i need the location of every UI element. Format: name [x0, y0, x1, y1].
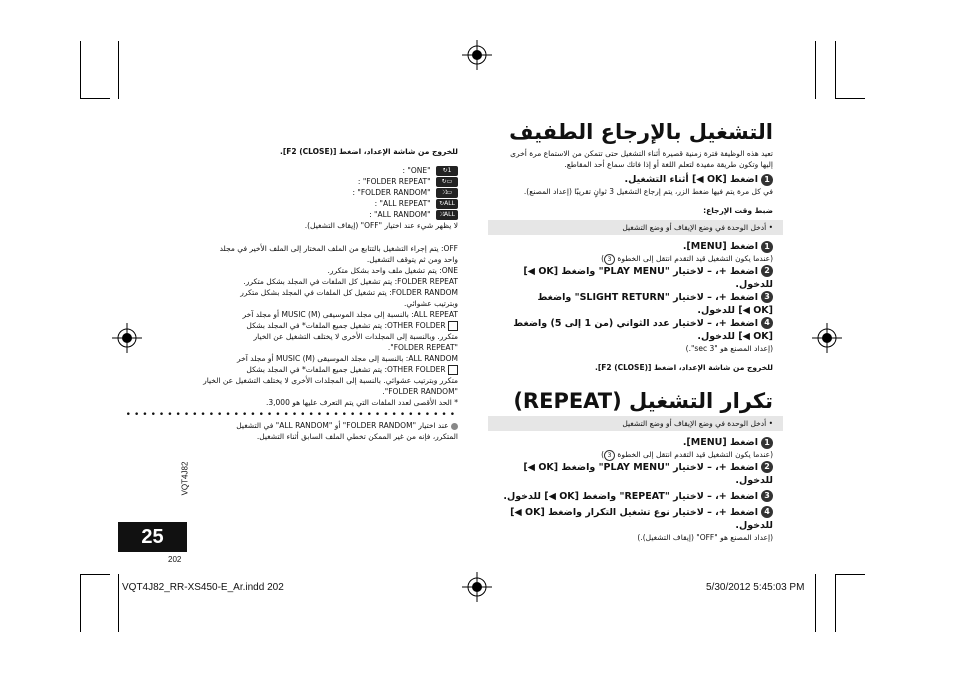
right-column [488, 120, 773, 144]
repeat-step-type-cont: للدخول. [735, 519, 773, 531]
step-number-icon: 4 [761, 506, 773, 518]
crop-mark [118, 41, 119, 99]
desc-off-cont: واحد ومن ثم يتوقف التشغيل. [366, 255, 458, 264]
repeat-step-menu: 1اضغط [MENU]. [488, 436, 773, 449]
step-1-note: في كل مرة يتم فيها ضغط الزر، يتم إرجاع التشغيل 3 ثوانٍ تقريبًا (إعداد المصنع). [523, 187, 773, 196]
crop-mark [835, 41, 836, 99]
folder-icon [448, 321, 458, 331]
step-slight-return-cont: [OK ◀] للدخول. [697, 304, 773, 316]
all-repeat-icon: ALL↻ [436, 199, 458, 209]
repeat-step-repeat: 3اضغط +، – لاختيار "REPEAT" واضغط [OK ◀] للدخول. [488, 490, 773, 503]
step-number-icon: 2 [761, 461, 773, 473]
page-number: 25 [118, 522, 187, 552]
setting-heading: ضبط وقت الإرجاع: [703, 206, 773, 215]
step-number-icon: 1 [761, 174, 773, 186]
crop-mark [815, 41, 816, 99]
intro-line: إليها وتكون طريقة مفيدة لتعلم اللغة أو إذا فاتك سماع أحد المقاطع. [564, 160, 773, 169]
desc-all-repeat: ALL REPEAT: بالنسبة إلى مجلد الموسيقى (M) MUSIC أو مجلد آخر [242, 310, 458, 319]
off-note: لا يظهر شيء عند اختيار "OFF" (إيقاف التشغيل). [304, 221, 458, 230]
step-play-menu: 2اضغط +، – لاختيار "PLAY MENU" واضغط [OK ◀] [488, 265, 773, 278]
desc-all-repeat-4: "FOLDER REPEAT". [387, 343, 458, 352]
desc-all-random-2: OTHER FOLDER: يتم تشغيل جميع الملفات* في المجلد بشكل [196, 364, 458, 375]
option-one: 1↻ "ONE" : [196, 165, 458, 176]
note-line-cont: المتكرر، فإنه من غير الممكن تخطي الملف السابق أثناء التشغيل. [256, 432, 458, 441]
repeat-step-type: 4اضغط +، – لاختيار نوع تشغيل التكرار واضغط [OK ◀] [488, 506, 773, 519]
repeat-step-play-menu: 2اضغط +، – لاختيار "PLAY MENU" واضغط [OK ◀] [488, 461, 773, 474]
crop-mark [815, 574, 816, 632]
step-menu-note: (عندما يكون التشغيل قيد التقدم انتقل إلى الخطوة 3) [601, 254, 773, 263]
registration-mark-icon [812, 323, 842, 353]
note-bullet-icon [451, 423, 458, 430]
desc-all-repeat-2: OTHER FOLDER: يتم تشغيل جميع الملفات* في المجلد بشكل [196, 320, 458, 331]
desc-folder-random: FOLDER RANDOM: يتم تشغيل كل الملفات في المجلد بشكل متكرر [240, 288, 458, 297]
option-all-repeat: ALL↻ "ALL REPEAT" : [196, 198, 458, 209]
desc-one: ONE: يتم تشغيل ملف واحد بشكل متكرر. [327, 266, 458, 275]
step-ref-icon: 3 [604, 450, 615, 461]
crop-mark [835, 98, 865, 99]
folder-icon [448, 365, 458, 375]
left-column [125, 146, 458, 442]
repeat-one-icon: 1↻ [436, 166, 458, 176]
repeat-step-type-note: (إعداد المصنع هو "OFF" (إيقاف التشغيل).) [637, 532, 773, 542]
exit-instruction: للخروج من شاشة الإعداد، اضغط [F2 (CLOSE)]. [595, 362, 773, 372]
desc-folder-random-cont: وبترتيب عشوائي. [403, 299, 458, 308]
footnote: * الحد الأقصى لعدد الملفات التي يتم التعرف عليها هو 3,000. [265, 398, 458, 407]
step-seconds: 4اضغط +، – لاختيار عدد الثواني (من 1 إلى 5) واضغط [488, 317, 773, 330]
step-number-icon: 1 [761, 241, 773, 253]
slight-return-steps [488, 240, 773, 373]
crop-mark [80, 574, 81, 632]
crop-mark [835, 574, 836, 632]
exit-instruction-left: للخروج من شاشة الإعداد، اضغط [F2 (CLOSE)]. [280, 147, 458, 156]
dotted-divider: •••••••••••••••••••••••••••••••••••••••• [125, 410, 458, 420]
registration-mark-icon [112, 323, 142, 353]
step-seconds-note: (إعداد المصنع هو "3 sec".) [685, 343, 773, 353]
footer-file: VQT4J82_RR-XS450-E_Ar.indd 202 [122, 582, 284, 593]
registration-mark-icon [462, 40, 492, 70]
step-number-icon: 4 [761, 317, 773, 329]
right-body [488, 148, 773, 216]
option-folder-repeat: ▭↻ "FOLDER REPEAT" : [196, 176, 458, 187]
side-code: VQT4J82 [180, 461, 190, 496]
option-all-random: ALL⤨ "ALL RANDOM" : [196, 209, 458, 220]
option-folder-random: ▭⤨ "FOLDER RANDOM" : [196, 187, 458, 198]
repeat-step-menu-note: (عندما يكون التشغيل قيد التقدم انتقل إلى الخطوة 3) [601, 450, 773, 459]
repeat-steps [488, 436, 773, 543]
repeat-title-wrap [488, 389, 773, 413]
desc-folder-repeat: FOLDER REPEAT: يتم تشغيل كل الملفات في المجلد بشكل متكرر. [243, 277, 458, 286]
desc-all-repeat-3: متكرر. وبالنسبة إلى المجلدات الأخرى لا يختلف التشغيل عن الخيار [253, 332, 458, 341]
condition-bar: • أدخل الوحدة في وضع الإيقاف أو وضع التشغيل [488, 416, 783, 431]
step-menu: 1اضغط [MENU]. [488, 240, 773, 253]
desc-all-random-3: متكرر وبترتيب عشوائي. بالنسبة إلى المجلدات الأخرى لا يختلف التشغيل عن الخيار [203, 376, 458, 385]
crop-mark [118, 574, 119, 632]
step-number-icon: 3 [761, 490, 773, 502]
repeat-step-play-menu-cont: للدخول. [735, 474, 773, 486]
intro-line: تعيد هذه الوظيفة فترة زمنية قصيرة أثناء التشغيل حتى تتمكن من الاستماع مرة أخرى [510, 149, 773, 158]
desc-all-random: ALL RANDOM: بالنسبة إلى مجلد الموسيقى (M) MUSIC أو مجلد آخر [237, 354, 458, 363]
crop-mark [80, 41, 81, 99]
section-title-repeat: تكرار التشغيل (REPEAT) [513, 389, 773, 413]
small-page-number: 202 [168, 555, 182, 564]
note-line: عند اختيار "FOLDER RANDOM" أو "ALL RANDOM" في التشغيل [196, 420, 458, 431]
step-play-menu-cont: للدخول. [735, 278, 773, 290]
all-random-icon: ALL⤨ [436, 210, 458, 220]
step-number-icon: 3 [761, 291, 773, 303]
step-ref-icon: 3 [604, 254, 615, 265]
crop-mark [80, 574, 110, 575]
condition-bar: • أدخل الوحدة في وضع الإيقاف أو وضع التشغيل [488, 220, 783, 235]
desc-off: OFF: يتم إجراء التشغيل بالتتابع من الملف المختار إلى الملف الأخير في مجلد [219, 244, 458, 253]
section-title-slight-return: التشغيل بالإرجاع الطفيف [509, 120, 773, 144]
step-number-icon: 2 [761, 265, 773, 277]
step-1: 1اضغط [OK ◀] أثناء التشغيل. [488, 173, 773, 186]
crop-mark [835, 574, 865, 575]
step-seconds-cont: [OK ◀] للدخول. [697, 330, 773, 342]
footer-timestamp: 5/30/2012 5:45:03 PM [706, 582, 805, 593]
desc-all-random-4: "FOLDER RANDOM". [382, 387, 458, 396]
folder-random-icon: ▭⤨ [436, 188, 458, 198]
step-number-icon: 1 [761, 437, 773, 449]
step-slight-return: 3اضغط +، – لاختيار "SLIGHT RETURN" واضغط [488, 291, 773, 304]
folder-repeat-icon: ▭↻ [436, 177, 458, 187]
crop-mark [80, 98, 110, 99]
registration-mark-icon [462, 572, 492, 602]
